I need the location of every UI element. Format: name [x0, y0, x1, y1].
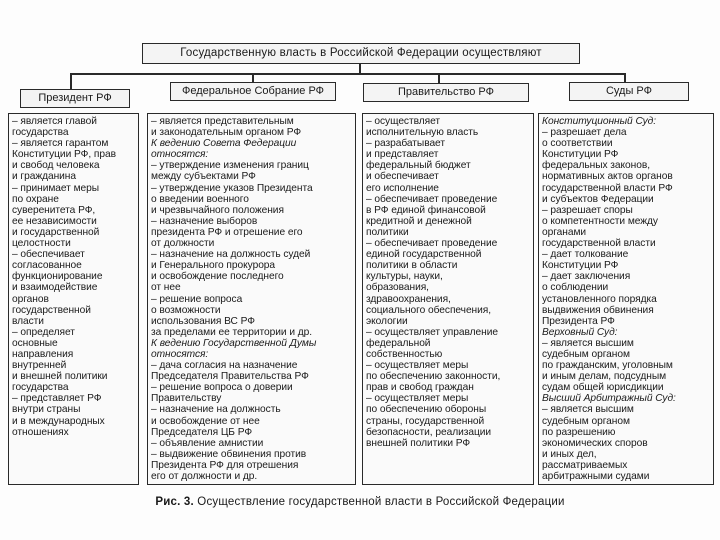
list-item: отношениях	[12, 426, 69, 438]
list-item: арбитражными судами	[542, 471, 650, 482]
list-item: безопасности, реализации	[366, 426, 492, 438]
list-item: о введении военного	[151, 193, 249, 205]
list-item: и иным делам, подсудным	[542, 371, 667, 383]
list-item: – дает толкование	[542, 249, 629, 261]
list-item: – объявление амнистии	[151, 437, 264, 449]
list-item: относятся:	[151, 149, 209, 161]
diagram-title: Государственную власть в Российской Федерации осуществляют	[142, 43, 580, 64]
list-item: использования ВС РФ	[151, 315, 255, 327]
list-item: нормативных актов органов	[542, 171, 673, 183]
federal-assembly-powers-list	[151, 116, 352, 482]
connector-line	[70, 73, 72, 90]
list-item: внутри страны	[12, 404, 81, 416]
list-item: политики	[366, 226, 409, 238]
list-item: культуры, науки,	[366, 271, 443, 283]
column-courts	[538, 113, 714, 485]
list-item: единой государственной	[366, 249, 482, 261]
list-item: К ведению Совета Федерации	[151, 138, 297, 150]
list-item: и государственной	[12, 226, 100, 238]
list-item: – утверждение изменения границ	[151, 160, 309, 172]
list-item: – дает заключения	[542, 271, 631, 283]
government-powers-list	[366, 116, 530, 449]
list-item: от должности	[151, 238, 215, 250]
courts-powers-list	[542, 116, 710, 482]
list-item: – разрешает споры	[542, 204, 633, 216]
list-item: и внешней политики	[12, 371, 108, 383]
list-item: федеральных законов,	[542, 160, 650, 172]
list-item: судебным органом	[542, 348, 630, 360]
list-item: Президента РФ для отрешения	[151, 459, 299, 471]
header-government: Правительство РФ	[363, 83, 529, 102]
list-item: выдвижения обвинения	[542, 304, 654, 316]
list-item: – решение вопроса	[151, 293, 243, 305]
list-item: – является гарантом	[12, 138, 109, 150]
list-item: и представляет	[366, 149, 439, 161]
column-president	[8, 113, 139, 485]
list-item: страны, государственной	[366, 415, 485, 427]
list-item: основные	[12, 337, 58, 349]
president-powers-list	[12, 116, 135, 438]
list-item: государственной	[12, 304, 91, 316]
list-item: и в международных	[12, 415, 105, 427]
list-item: федеральный бюджет	[366, 160, 471, 172]
list-item: – осуществляет управление	[366, 326, 498, 338]
list-item: за пределами ее территории и др.	[151, 326, 313, 338]
list-item: его от должности и др.	[151, 471, 258, 482]
list-item: – выдвижение обвинения против	[151, 448, 307, 460]
list-item: кредитной и денежной	[366, 215, 472, 227]
list-item: – является высшим	[542, 404, 634, 416]
list-item: и субъектов Федерации	[542, 193, 654, 205]
column-federal-assembly	[147, 113, 356, 485]
list-item: внешней политики РФ	[366, 437, 471, 449]
list-item: относятся:	[151, 348, 209, 360]
list-item: – является представительным	[151, 116, 294, 127]
list-item: – представляет РФ	[12, 393, 102, 405]
list-item: по охране	[12, 193, 59, 205]
list-item: судебным органом	[542, 415, 630, 427]
list-item: его исполнение	[366, 182, 439, 194]
list-item: о компетентности между	[542, 215, 658, 227]
list-item: по обеспечению законности,	[366, 371, 501, 383]
list-item: – решение вопроса о доверии	[151, 382, 293, 394]
list-item: здравоохранения,	[366, 293, 451, 305]
list-item: президента РФ и отрешение его	[151, 226, 303, 238]
list-item: и чрезвычайного положения	[151, 204, 284, 216]
list-item: и свобод человека	[12, 160, 100, 172]
list-item: по разрешению	[542, 426, 616, 438]
list-item: – назначение выборов	[151, 215, 258, 227]
list-item: органов	[12, 293, 49, 305]
list-item: – осуществляет	[366, 116, 440, 127]
list-item: Верховный Суд:	[542, 326, 618, 338]
list-item: К ведению Государственной Думы	[151, 337, 317, 349]
list-item: и взаимодействие	[12, 282, 98, 294]
figure-caption	[0, 496, 720, 508]
list-item: – определяет	[12, 326, 75, 338]
list-item: о соблюдении	[542, 282, 609, 294]
list-item: социального обеспечения,	[366, 304, 492, 316]
list-item: – разрешает дела	[542, 127, 627, 139]
header-courts: Суды РФ	[569, 82, 689, 101]
list-item: – обеспечивает	[12, 249, 85, 261]
list-item: экологии	[366, 315, 408, 327]
list-item: государственной власти	[542, 238, 656, 250]
list-item: и освобождение от нее	[151, 415, 260, 427]
list-item: по обеспечению обороны	[366, 404, 487, 416]
list-item: от нее	[151, 282, 181, 294]
list-item: исполнительную власть	[366, 127, 479, 139]
list-item: и освобождение последнего	[151, 271, 284, 283]
list-item: – принимает меры	[12, 182, 100, 194]
list-item: государственной власти РФ	[542, 182, 673, 194]
list-item: и Генерального прокурора	[151, 260, 276, 272]
list-item: прав и свобод граждан	[366, 382, 474, 394]
list-item: – осуществляет меры	[366, 360, 469, 372]
list-item: образования,	[366, 282, 429, 294]
list-item: федеральной	[366, 337, 431, 349]
list-item: функционирование	[12, 271, 103, 283]
header-president: Президент РФ	[20, 89, 130, 108]
list-item: направления	[12, 348, 74, 360]
list-item: по гражданским, уголовным	[542, 360, 673, 372]
list-item: согласованное	[12, 260, 82, 272]
list-item: о возможности	[151, 304, 221, 316]
caption-label: Рис. 3.	[155, 496, 194, 508]
connector-line	[70, 73, 625, 75]
list-item: целостности	[12, 238, 71, 250]
list-item: Председателя Правительства РФ	[151, 371, 309, 383]
list-item: органами	[542, 226, 587, 238]
list-item: установленного порядка	[542, 293, 657, 305]
list-item: – дача согласия на назначение	[151, 360, 298, 372]
list-item: Конституционный Суд:	[542, 116, 657, 127]
header-federal-assembly: Федеральное Собрание РФ	[170, 82, 336, 101]
list-item: и законодательным органом РФ	[151, 127, 302, 139]
list-item: – утверждение указов Президента	[151, 182, 313, 194]
list-item: государства	[12, 382, 69, 394]
list-item: власти	[12, 315, 44, 327]
list-item: Конституции РФ, прав	[12, 149, 116, 161]
list-item: в РФ единой финансовой	[366, 204, 486, 216]
list-item: экономических споров	[542, 437, 648, 449]
list-item: – является высшим	[542, 337, 634, 349]
list-item: Конституции РФ	[542, 149, 619, 161]
list-item: и обеспечивает	[366, 171, 439, 183]
list-item: собственностью	[366, 348, 443, 360]
list-item: между субъектами РФ	[151, 171, 256, 183]
list-item: суверенитета РФ,	[12, 204, 96, 216]
list-item: внутренней	[12, 360, 67, 372]
list-item: – обеспечивает проведение	[366, 193, 498, 205]
list-item: – разрабатывает	[366, 138, 445, 150]
list-item: – обеспечивает проведение	[366, 238, 498, 250]
list-item: Председателя ЦБ РФ	[151, 426, 253, 438]
list-item: – назначение на должность судей	[151, 249, 311, 261]
list-item: государства	[12, 127, 69, 139]
list-item: – осуществляет меры	[366, 393, 469, 405]
list-item: и гражданина	[12, 171, 77, 183]
list-item: и иных дел,	[542, 448, 597, 460]
list-item: Высший Арбитражный Суд:	[542, 393, 676, 405]
list-item: политики в области	[366, 260, 458, 272]
list-item: Президента РФ	[542, 315, 615, 327]
column-government	[362, 113, 534, 485]
list-item: – является главой	[12, 116, 97, 127]
list-item: ее независимости	[12, 215, 97, 227]
list-item: судам общей юрисдикции	[542, 382, 664, 394]
list-item: – назначение на должность	[151, 404, 281, 416]
list-item: Правительству	[151, 393, 222, 405]
caption-text: Осуществление государственной власти в Российской Федерации	[197, 496, 565, 508]
list-item: о соответствии	[542, 138, 613, 150]
list-item: рассматриваемых	[542, 459, 628, 471]
list-item: Конституции РФ	[542, 260, 619, 272]
